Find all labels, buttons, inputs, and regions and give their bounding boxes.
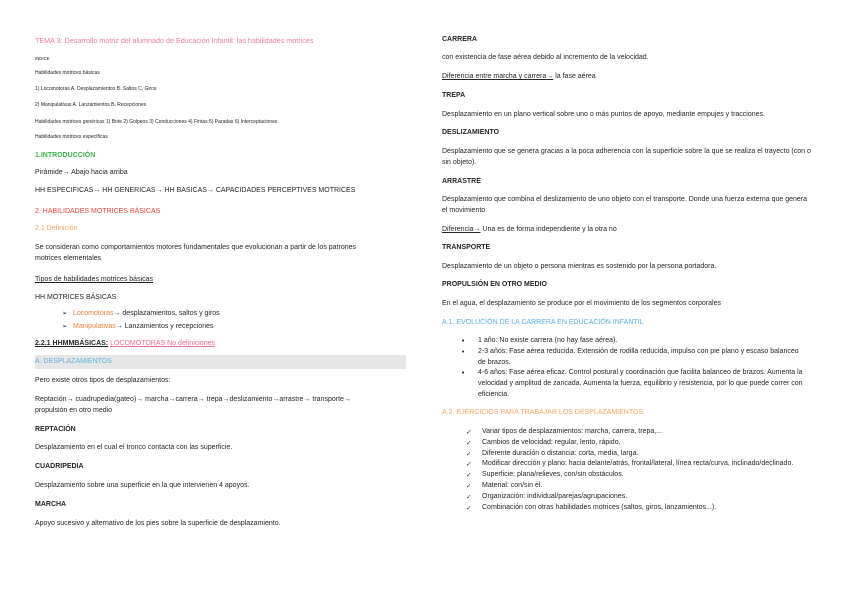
bullet-dot-icon — [461, 368, 465, 380]
term-heading: PROPULSIÓN EN OTRO MEDIO — [442, 281, 548, 288]
exercise-item-text: Material: con/sin él. — [482, 481, 543, 489]
document-title: TEMA 3: Desarrollo motriz del alumnado de Educación Infantil: las habilidades motrices — [35, 36, 314, 45]
term-definition: Desplazamiento en el cual el tronco contacta con las superficie. — [35, 444, 233, 451]
check-icon — [466, 503, 471, 515]
term-heading: CUADRIPEDIA — [35, 463, 84, 470]
exercise-item-text: Diferente duración o distancia: corta, media, larga. — [482, 449, 639, 457]
index-line: 1) Locomotoras A. Desplazamientos B. Saltos C. Giros — [35, 86, 157, 92]
pyramid-text: Pirámide→ Abajo hacia arriba — [35, 169, 128, 176]
term-definition: Desplazamiento sobre una superficie en la que intervienen 4 apoyos. — [35, 482, 250, 489]
displacements-heading: A. DESPLAZAMIENTOS — [35, 358, 112, 365]
evolution-heading: A.1. EVOLUCIÓN DE LA CARRERA EN EDUCACIÓN INFANTIL — [442, 319, 644, 326]
evolution-item-text: 2-3 años: Fase aérea reducida. Extensión de rodilla reducida, impulso con pie plano y escaso balanceo de brazos. — [478, 347, 799, 366]
term-heading: REPTACIÓN — [35, 426, 76, 433]
exercise-item — [466, 427, 797, 438]
section-heading: 2. HABILIDADES MOTRICES BÁSICAS — [35, 208, 161, 215]
exercise-item — [466, 492, 797, 503]
arrow-bullet-icon — [62, 321, 73, 332]
term-definition: Desplazamiento de un objeto o persona mientras es sostenido por la persona portadora. — [442, 263, 717, 270]
definition-heading: 2.1 Definición — [35, 225, 78, 232]
evolution-list — [461, 336, 808, 401]
exercise-item-text: Superficie: plana/relieves, con/sin obstáculos. — [482, 471, 624, 479]
exercises-list — [466, 427, 797, 513]
exercise-item — [466, 459, 797, 470]
evolution-item — [461, 368, 808, 400]
bullet-dot-icon — [461, 347, 465, 359]
exercise-item-text: Variar tipos de desplazamientos: marcha, carrera, trepa,... — [482, 428, 663, 435]
evolution-item — [461, 347, 808, 369]
difference-walk-run — [442, 71, 596, 82]
exercise-item-text: Organización: individual/parejas/agrupaciones. — [482, 492, 628, 500]
term-heading: CARRERA — [442, 36, 477, 43]
term-definition: Apoyo sucesivo y alternativo de los pies sobre la superficie de desplazamiento. — [35, 520, 281, 527]
index-line: Habilidades motrices básicas — [35, 70, 100, 76]
exercise-item-text: Combinación con otras habilidades motrices (saltos, giros, lanzamientos...). — [482, 503, 717, 511]
subsection-heading — [35, 338, 215, 349]
displacements-chain: Reptación→ cuadrupedia(gateo)→ marcha→carrera→ trepa→deslizamiento→arrastre→ transporte→ propulsión en otro medio — [35, 396, 351, 414]
term-definition: Desplazamiento en un plano vertical sobre uno o más puntos de apoyo, mediante empujes y tracciones. — [442, 111, 765, 118]
type-label: Manipulativas — [73, 323, 116, 330]
hierarchy-text: HH ESPECIFICAS→ HH GENERICAS→ HH BASICAS→ CAPACIDADES PERCEPTIVES MOTRICES — [35, 187, 356, 194]
evolution-item-text: 1 año: No existe carrera (no hay fase aérea). — [478, 337, 618, 344]
intro-heading: 1.INTRODUCCIÓN — [35, 152, 96, 159]
evolution-item-text: 4-6 años: Fase aérea eficaz. Control postural y coordinación que facilita balanceo de brazos. Aumenta la velocidad y amplitud de zancada. Aumenta la fuerza, equilibrio y resistencia, por lo que puede correr con eficiencia. — [478, 369, 803, 398]
arrow-bullet-icon — [62, 308, 73, 319]
term-definition: En el agua, el desplazamiento se produce por el movimiento de los segmentos corporales — [442, 300, 721, 307]
exercise-item — [466, 481, 797, 492]
type-label: Locomotoras — [73, 310, 114, 317]
displacements-heading-band — [35, 355, 406, 369]
difference-text: Una es de forma independiente y la otra no — [482, 226, 617, 233]
index-line: Habilidades motrices genéricas 1) Bote 2) Golpeos 3) Conducciones 4) Fintas 5) Paradas 6) Interceptaciones — [35, 119, 278, 125]
term-heading: ARRASTRE — [442, 178, 481, 185]
term-heading: MARCHA — [35, 501, 67, 508]
types-title: HH MOTRICES BÁSICAS — [35, 294, 117, 301]
term-heading: DESLIZAMIENTO — [442, 129, 500, 136]
term-definition: con existencia de fase aérea debido al incremento de la velocidad. — [442, 54, 649, 61]
type-item — [62, 321, 213, 332]
term-definition: Desplazamiento que combina el deslizamiento de uno objeto con el transporte. Donde una fuerza externa que genera el movimiento — [442, 196, 808, 214]
exercises-heading: A.2. EJERCICIOS PARA TRABAJAR LOS DESPLAZAMIENTOS — [442, 409, 644, 416]
term-heading: TRANSPORTE — [442, 244, 491, 251]
exercise-item-text: Cambios de velocidad: regular, lento, rápido. — [482, 438, 621, 446]
exercise-item — [466, 449, 797, 460]
exercise-item — [466, 470, 797, 481]
index-line: Habilidades motrices específicas — [35, 134, 108, 140]
index-line: 2) Manipulativas A. Lanzamientos B. Recepciones — [35, 102, 147, 108]
subsection-note: LOCOMOTORAS No definiciones — [110, 340, 215, 347]
displacements-intro: Pero existe otros tipos de desplazamientos: — [35, 377, 171, 384]
difference-label: Diferencia entre marcha y carrera→ — [442, 73, 554, 80]
type-item — [62, 308, 220, 319]
exercise-item — [466, 503, 797, 514]
evolution-item — [461, 336, 808, 347]
subsection-label: 2.2.1 HHMMBÁSICAS: — [35, 340, 109, 347]
index-label: INDICE — [35, 56, 50, 61]
difference-drag — [442, 224, 617, 235]
type-text: → desplazamientos, saltos y giros — [113, 310, 220, 317]
definition-text: Se consideran como comportamientos motores fundamentales que evolucionan a partir de los patrones motrices elementales — [35, 244, 357, 262]
types-heading: Tipos de habilidades motrices básicas — [35, 276, 154, 283]
difference-label: Diferencia→ — [442, 226, 481, 233]
term-definition: Desplazamiento que se genera gracias a la poca adherencia con la superficie sobre la que se realiza el trayecto (con o sin objeto). — [442, 148, 811, 166]
exercise-item-text: Modificar dirección y plano: hacia delante/atrás, frontal/lateral, línea recta/curva, inclinado/declinado. — [482, 460, 794, 468]
term-heading: TREPA — [442, 92, 466, 99]
difference-text: la fase aérea — [555, 73, 596, 80]
exercise-item — [466, 438, 797, 449]
type-text: → Lanzamientos y recepciones — [115, 323, 214, 330]
